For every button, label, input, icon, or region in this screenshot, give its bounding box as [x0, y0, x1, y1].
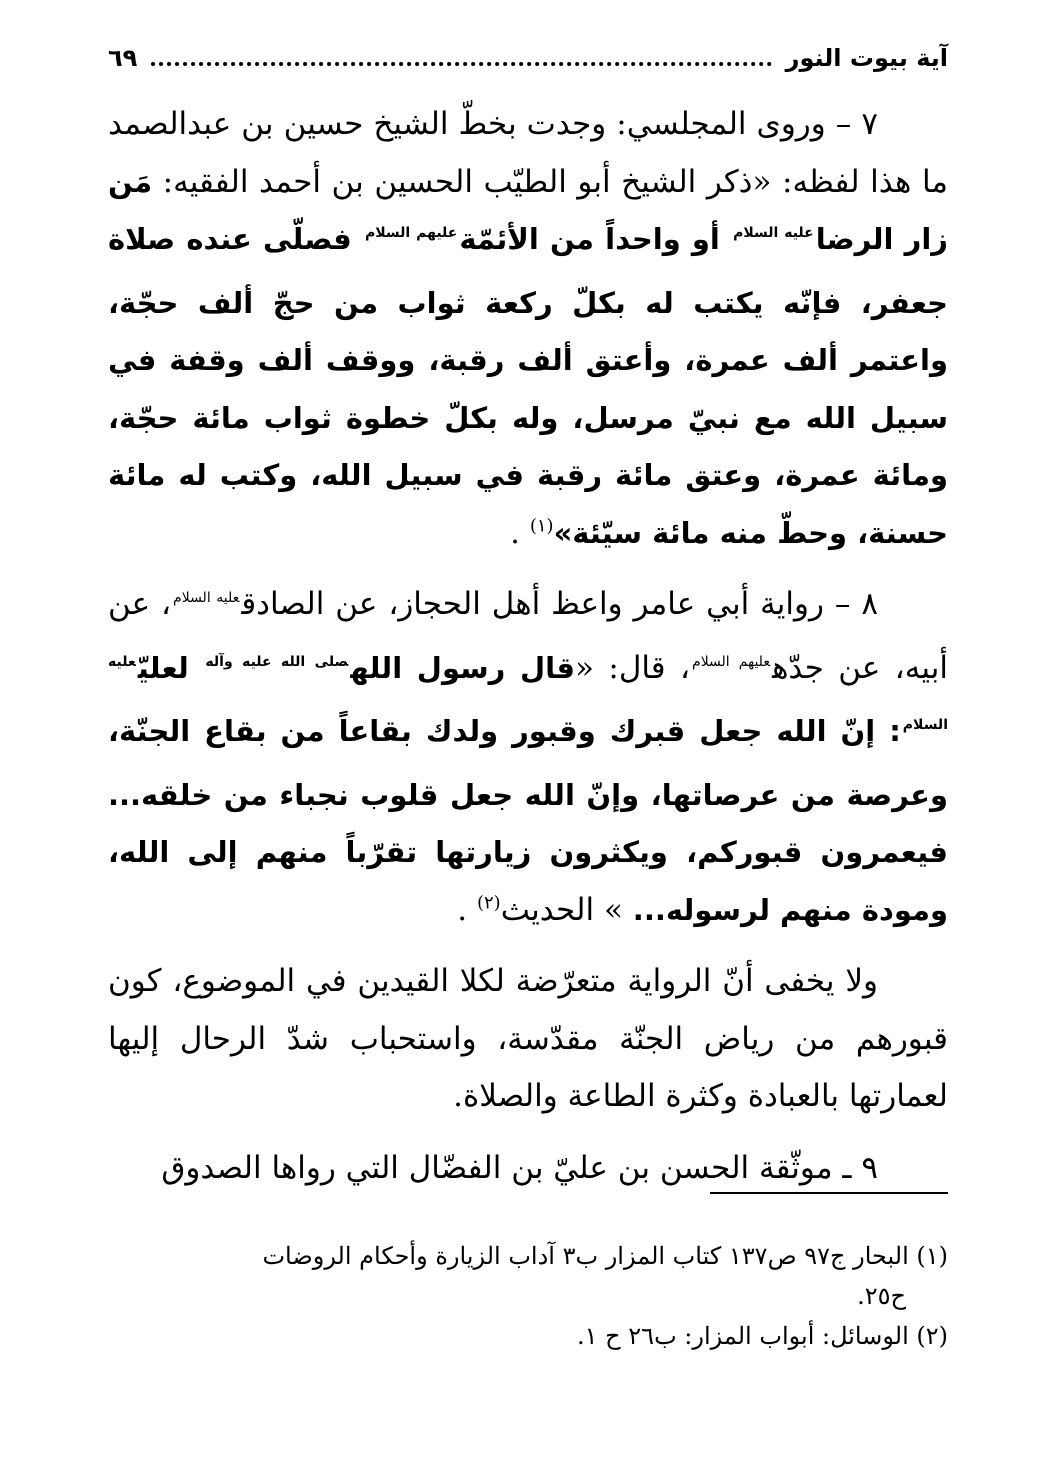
paragraph-9: ٩ ـ موثّقة الحسن بن عليّ بن الفضّال التي رواها الصدوق [161, 1149, 878, 1186]
blessing-mark: عليه السلام [173, 590, 240, 606]
footnote-2: (٢) الوسائل: أبواب المزار: ب٢٦ ح ١. [577, 1322, 948, 1350]
blessing-mark: عليه السلام [733, 225, 814, 241]
main-text [108, 96, 948, 1211]
footnote-separator [710, 1192, 948, 1194]
header-dot-leader [151, 62, 771, 66]
footnotes [108, 1236, 948, 1356]
paragraph-7: ٧ – وروى المجلسي: وجدت بخطّ الشيخ حسين بن عبدالصمد ما هذا لفظه: «ذكر الشيخ أبو الطيّب الحسين بن أحمد الفقيه: مَن زار الرضا$^{عليه السلام}$ أو واحداً من الأئمّة$^{عليهم السلام}$ فصلّى عنده صلاة جعفر، فإنّه يكتب له بكلّ ركعة ثواب من حجّ ألف حجّة، واعتمر ألف عمرة، وأعتق ألف رقبة، ووقف ألف وقفة في سبيل الله مع نبيّ مرسل، وله بكلّ خطوة ثواب مائة حجّة، ومائة عمرة، وعتق مائة رقبة في سبيل الله، وكتب له مائة حسنة، وحطّ منه مائة سيّئة»$^{(١)}$ . [108, 106, 949, 551]
paragraph-8: ٨ – رواية أبي عامر واعظ أهل الحجاز، عن الصادق$^{عليه السلام}$، عن أبيه، عن جدّه$^{عليهم السلام}$، قال: «قال رسول الله$^{صلى الله عليه وآله}$ لعليّ$^{عليه السلام}$: إنّ الله جعل قبرك وقبور ولدك بقاعاً من بقاع الجنّة، وعرصة من عرصاتها، وإنّ الله جعل قلوب نجباء من خلقه... فيعمرون قبوركم، ويكثرون زيارتها تقرّباً منهم إلى الله، ومودة منهم لرسوله... » الحديث$^{(٢)}$ . [108, 586, 948, 928]
paragraph-7-lead: ٧ – وروى المجلسي: وجدت بخطّ الشيخ حسين بن عبدالصمد ما هذا لفظه: «ذكر الشيخ أبو الطيّب الحسين بن أحمد الفقيه: [108, 106, 949, 200]
footnote-1-continuation: ح٢٥. [857, 1282, 906, 1310]
blessing-mark: صلى الله عليه وآله [205, 653, 349, 670]
footnote-ref-2: (٢) [476, 892, 501, 914]
blessing-mark: عليهم السلام [692, 653, 771, 670]
page-number: ٦٩ [108, 44, 138, 72]
footnote-ref-1: (١) [529, 515, 554, 537]
blessing-mark: عليه السلام [108, 653, 948, 733]
paragraph-note: ولا يخفى أنّ الرواية متعرّضة لكلا القيدين في الموضوع، كون قبورهم من رياض الجنّة مقدّسة، واستحباب شدّ الرحال إليها لعمارتها بالعبادة وكثرة الطاعة والصلاة. [108, 963, 948, 1114]
running-title: آية بيوت النور [785, 44, 948, 72]
hadith-quote: مَن زار الرضا$^{عليه السلام}$ أو واحداً من الأئمّة$^{عليهم السلام}$ فصلّى عنده صلاة جعفر، فإنّه يكتب له بكلّ ركعة ثواب من حجّ ألف حجّة، واعتمر ألف عمرة، وأعتق ألف رقبة، ووقف ألف وقفة في سبيل الله مع نبيّ مرسل، وله بكلّ خطوة ثواب مائة حجّة، ومائة عمرة، وعتق مائة رقبة في سبيل الله، وكتب له مائة حسنة، وحطّ منه مائة سيّئة» [108, 164, 949, 550]
blessing-mark: عليهم السلام [364, 225, 458, 241]
running-header [108, 38, 948, 78]
footnote-1: (١) البحار ج٩٧ ص١٣٧ كتاب المزار ب٣ آداب الزيارة وأحكام الروضات [262, 1242, 948, 1270]
hadith-quote: قال رسول الله$^{صلى الله عليه وآله}$ لعليّ$^{عليه السلام}$: إنّ الله جعل قبرك وقبور ولدك بقاعاً من بقاع الجنّة، وعرصة من عرصاتها، وإنّ الله جعل قلوب نجباء من خلقه... فيعمرون قبوركم، ويكثرون زيارتها تقرّباً منهم إلى الله، ومودة منهم لرسوله... [108, 650, 948, 927]
